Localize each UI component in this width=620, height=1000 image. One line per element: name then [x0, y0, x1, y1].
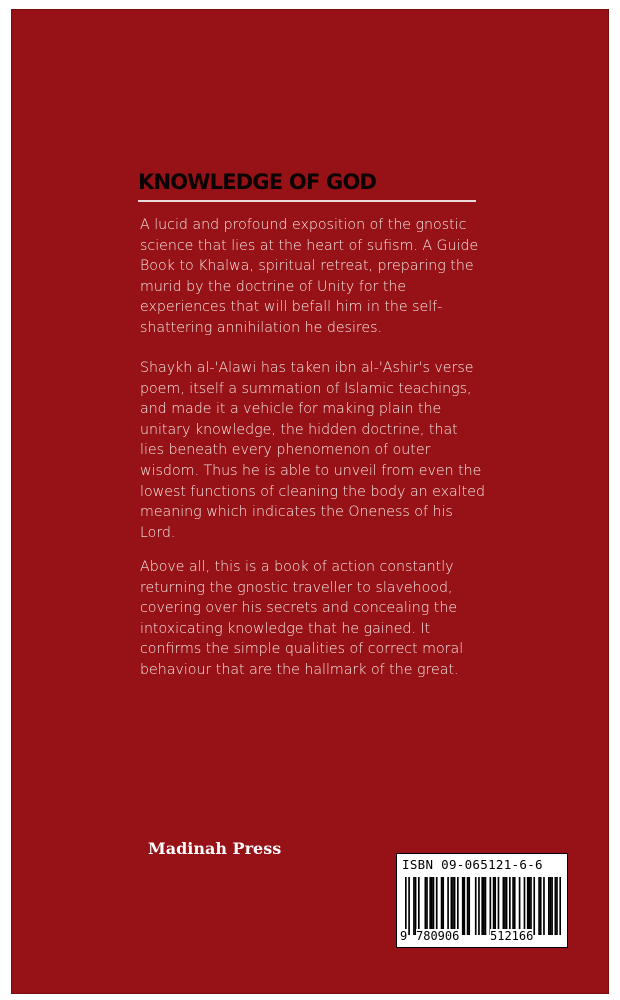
- blurb-paragraph-2: Shaykh al-'Alawi has taken ibn al-'Ashir's verse poem, itself a summation of Islamic teachings, and made it a vehicle for making plain the unitary knowledge, the hidden doctrine, that lies beneath every phenomenon of outer wisdom. Thus he is able to unveil from even the lowest functions of cleaning the body an exalted meaning which indicates the Oneness of his Lord.: [140, 360, 485, 541]
- isbn-barcode: [396, 853, 568, 948]
- isbn-number: ISBN 09-065121-6-6: [402, 857, 543, 872]
- ean-digits: [400, 929, 566, 945]
- title-underline: [138, 200, 476, 202]
- ean-first-digit: 9: [400, 929, 408, 943]
- barcode-bars: [405, 877, 561, 935]
- back-cover: [11, 9, 609, 994]
- blurb-paragraph-3: Above all, this is a book of action constantly returning the gnostic traveller to slavehood, covering over his secrets and concealing the intoxicating knowledge that he gained. It confirms the simple qualities of correct moral behaviour that are the hallmark of the great.: [140, 559, 464, 678]
- publisher-name: Madinah Press: [148, 839, 282, 858]
- ean-left-group: 780906: [416, 929, 460, 943]
- book-title: KNOWLEDGE OF GOD: [138, 170, 377, 194]
- ean-right-group: 512166: [490, 929, 534, 943]
- blurb-paragraph-1: A lucid and profound exposition of the gnostic science that lies at the heart of sufism. A Guide Book to Khalwa, spiritual retreat, preparing the murid by the doctrine of Unity for the experiences that will befall him in the self-shattering annihilation he desires.: [140, 217, 479, 336]
